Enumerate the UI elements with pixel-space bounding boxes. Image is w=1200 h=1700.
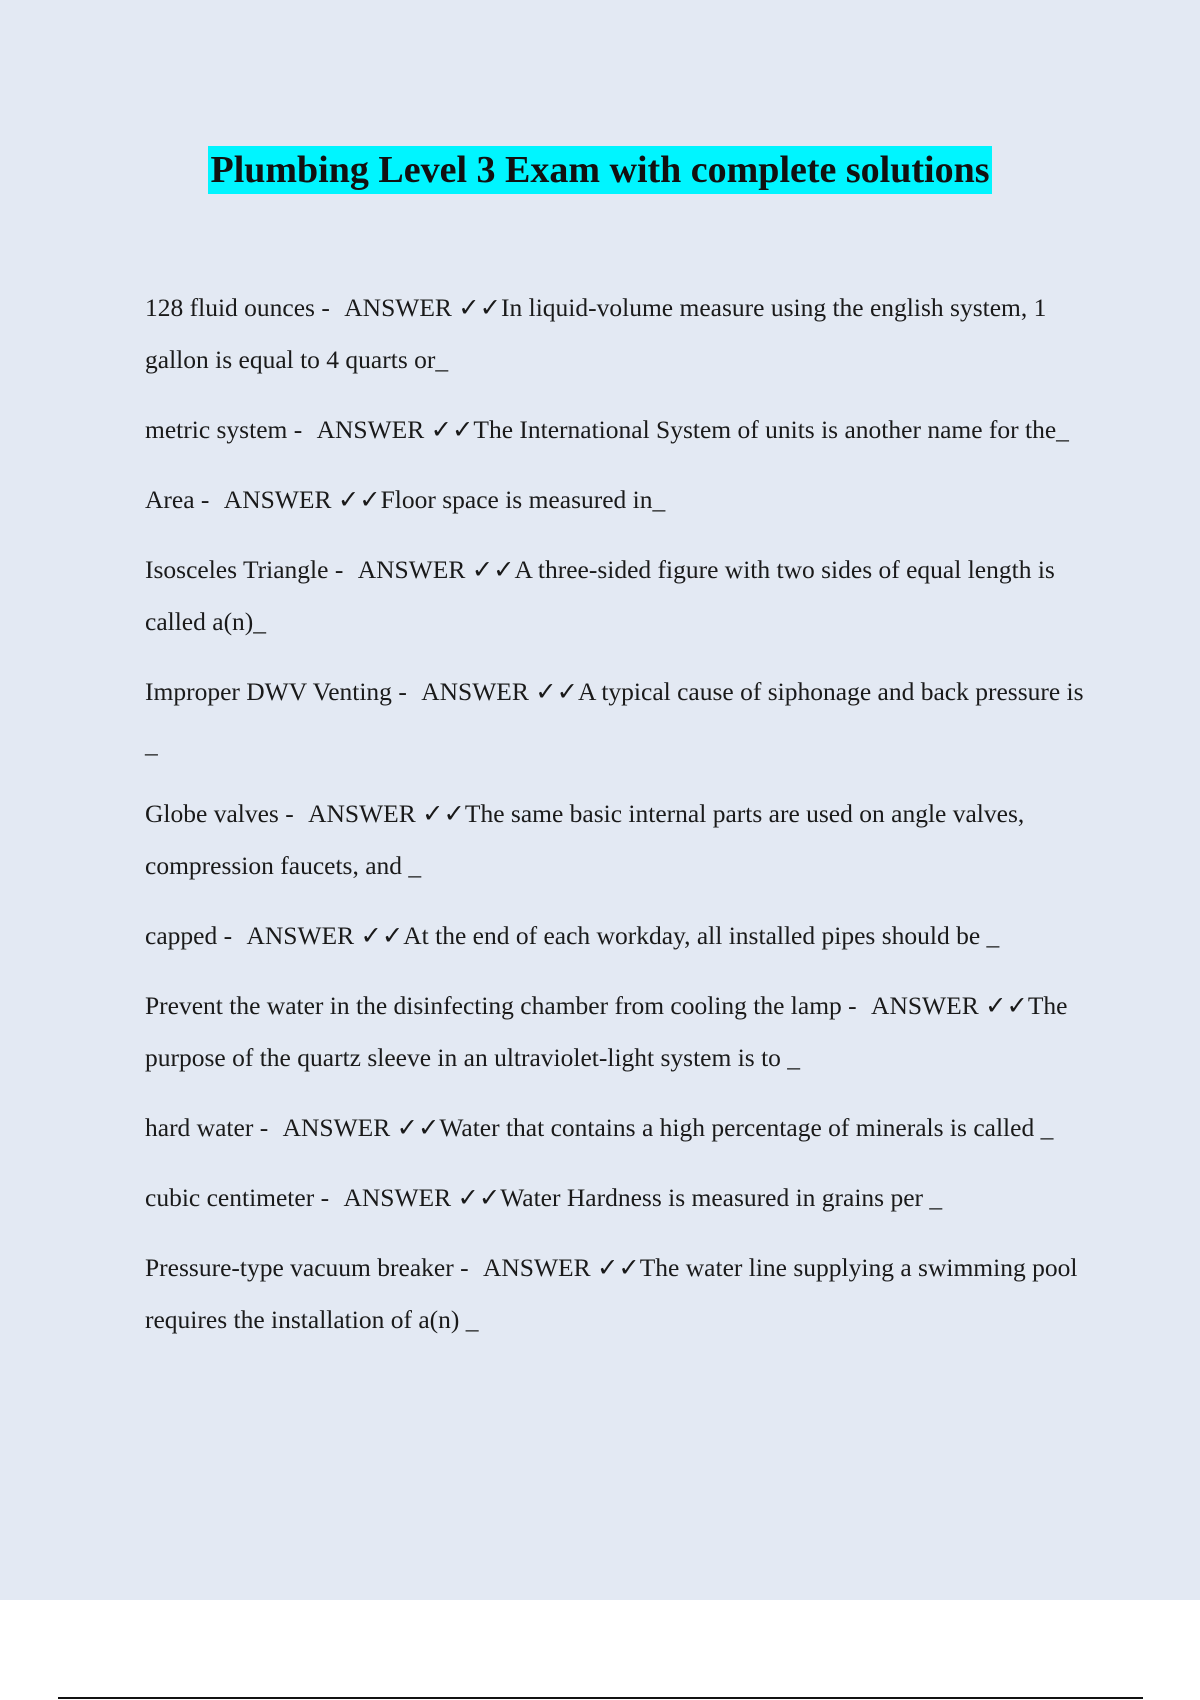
title-container [0,146,1200,194]
qa-item: 128 fluid ounces - ANSWER ✓✓In liquid-volume measure using the english system, 1 gallon is equal to 4 quarts or_ [145,293,1047,374]
answer-term: capped [145,921,218,950]
answer-term: metric system [145,415,288,444]
answer-marker: ANSWER ✓✓ [308,799,465,828]
answer-marker: ANSWER ✓✓ [421,677,578,706]
answer-term: Prevent the water in the disinfecting chamber from cooling the lamp [145,991,842,1020]
answer-marker: ANSWER ✓✓ [344,293,502,322]
qa-item: Isosceles Triangle - ANSWER ✓✓A three-sided figure with two sides of equal length is called a(n)_ [145,555,1055,636]
answer-marker: ANSWER ✓✓ [871,991,1028,1020]
question-text: The purpose of the quartz sleeve in an ultraviolet-light system is to _ [145,991,1068,1072]
question-text: A typical cause of siphonage and back pressure is _ [145,677,1084,758]
answer-marker: ANSWER ✓✓ [316,415,474,444]
answer-marker: ANSWER ✓✓ [482,1253,640,1282]
question-text: At the end of each workday, all installed pipes should be _ [403,921,1000,950]
qa-item: Prevent the water in the disinfecting chamber from cooling the lamp - ANSWER ✓✓The purpose of the quartz sleeve in an ultraviolet-light system is to _ [145,991,1068,1072]
qa-list [145,282,1100,1364]
qa-item: Globe valves - ANSWER ✓✓The same basic internal parts are used on angle valves, compression faucets, and _ [145,799,1025,880]
answer-term: Area [145,485,195,514]
qa-item: Pressure-type vacuum breaker - ANSWER ✓✓The water line supplying a swimming pool requires the installation of a(n) _ [145,1253,1078,1334]
answer-marker: ANSWER ✓✓ [357,555,515,584]
footer-divider [58,1697,1143,1699]
question-text: A three-sided figure with two sides of equal length is called a(n)_ [145,555,1055,636]
answer-term: 128 fluid ounces [145,293,315,322]
answer-term: Isosceles Triangle [145,555,329,584]
answer-term: hard water [145,1113,254,1142]
answer-term: cubic centimeter [145,1183,315,1212]
question-text: Floor space is measured in_ [380,485,666,514]
qa-item: metric system - ANSWER ✓✓The International System of units is another name for the_ [145,415,1069,444]
document-title: Plumbing Level 3 Exam with complete solutions [208,146,991,194]
qa-item: Area - ANSWER ✓✓Floor space is measured in_ [145,485,666,514]
answer-term: Pressure-type vacuum breaker [145,1253,454,1282]
answer-term: Improper DWV Venting [145,677,392,706]
question-text: The water line supplying a swimming pool requires the installation of a(n) _ [145,1253,1078,1334]
qa-item: Improper DWV Venting - ANSWER ✓✓A typical cause of siphonage and back pressure is _ [145,677,1084,758]
answer-marker: ANSWER ✓✓ [223,485,381,514]
qa-item: cubic centimeter - ANSWER ✓✓Water Hardness is measured in grains per _ [145,1183,943,1212]
question-text: The same basic internal parts are used on angle valves, compression faucets, and _ [145,799,1025,880]
qa-item: capped - ANSWER ✓✓At the end of each workday, all installed pipes should be _ [145,921,1000,950]
question-text: In liquid-volume measure using the english system, 1 gallon is equal to 4 quarts or_ [145,293,1047,374]
answer-marker: ANSWER ✓✓ [282,1113,440,1142]
answer-marker: ANSWER ✓✓ [343,1183,501,1212]
answer-marker: ANSWER ✓✓ [246,921,404,950]
question-text: Water that contains a high percentage of minerals is called _ [439,1113,1054,1142]
question-text: The International System of units is another name for the_ [473,415,1069,444]
answer-term: Globe valves [145,799,279,828]
question-text: Water Hardness is measured in grains per _ [500,1183,943,1212]
qa-item: hard water - ANSWER ✓✓Water that contains a high percentage of minerals is called _ [145,1113,1054,1142]
